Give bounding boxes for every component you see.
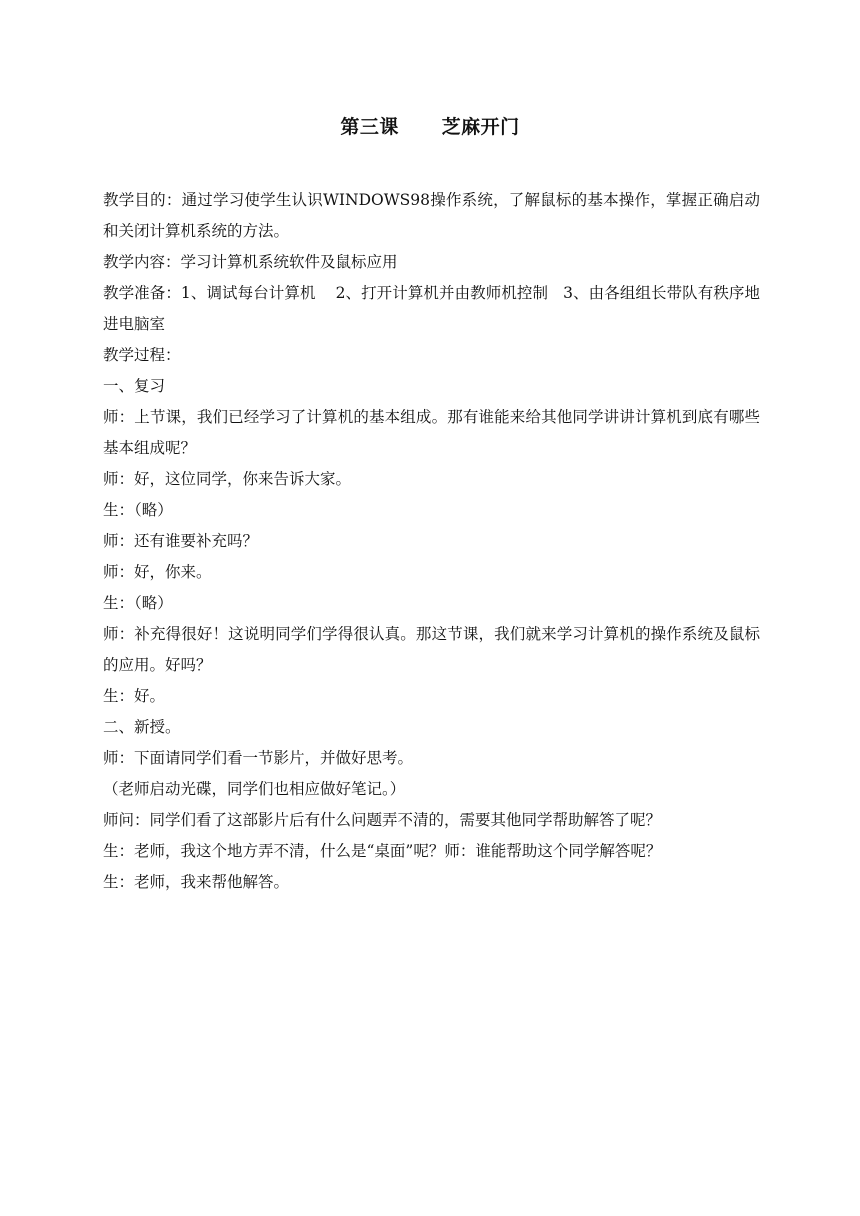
dialogue-line: 师：补充得很好！这说明同学们学得很认真。那这节课，我们就来学习计算机的操作系统及鼠标的应用。好吗？: [103, 625, 760, 674]
lesson-title: 第三课 芝麻开门: [340, 116, 520, 138]
dialogue-line: 生：老师，我来帮他解答。: [103, 873, 290, 891]
paragraph-teaching-preparation: 教学准备：1、调试每台计算机 2、打开计算机并由教师机控制 3、由各组组长带队有秩序地进电脑室: [103, 284, 760, 333]
dialogue-line: 师：上节课，我们已经学习了计算机的基本组成。那有谁能来给其他同学讲讲计算机到底有哪些基本组成呢？: [103, 408, 760, 457]
dialogue-line: 师：好，这位同学，你来告诉大家。: [103, 470, 352, 488]
stage-direction: （老师启动光碟，同学们也相应做好笔记。）: [103, 780, 406, 798]
lesson-body: [103, 185, 760, 898]
dialogue-line: 师：还有谁要补充吗？: [103, 532, 259, 550]
dialogue-line: 生：好。: [103, 687, 166, 705]
dialogue-line: 生：（略）: [103, 501, 173, 519]
section-heading-review: 一、复习: [103, 377, 166, 395]
paragraph-teaching-process: 教学过程：: [103, 346, 181, 364]
paragraph-teaching-content: 教学内容：学习计算机系统软件及鼠标应用: [103, 253, 398, 271]
dialogue-line: 生：老师，我这个地方弄不清，什么是“桌面”呢？师：谁能帮助这个同学解答呢？: [103, 842, 662, 860]
dialogue-line: 师问：同学们看了这部影片后有什么问题弄不清的，需要其他同学帮助解答了呢？: [103, 811, 662, 829]
paragraph-teaching-goal: 教学目的：通过学习使学生认识WINDOWS98操作系统，了解鼠标的基本操作，掌握正确启动和关闭计算机系统的方法。: [103, 191, 760, 240]
dialogue-line: 生：（略）: [103, 594, 173, 612]
dialogue-line: 师：下面请同学们看一节影片，并做好思考。: [103, 749, 414, 767]
dialogue-line: 师：好，你来。: [103, 563, 212, 581]
section-heading-new-lesson: 二、新授。: [103, 718, 181, 736]
